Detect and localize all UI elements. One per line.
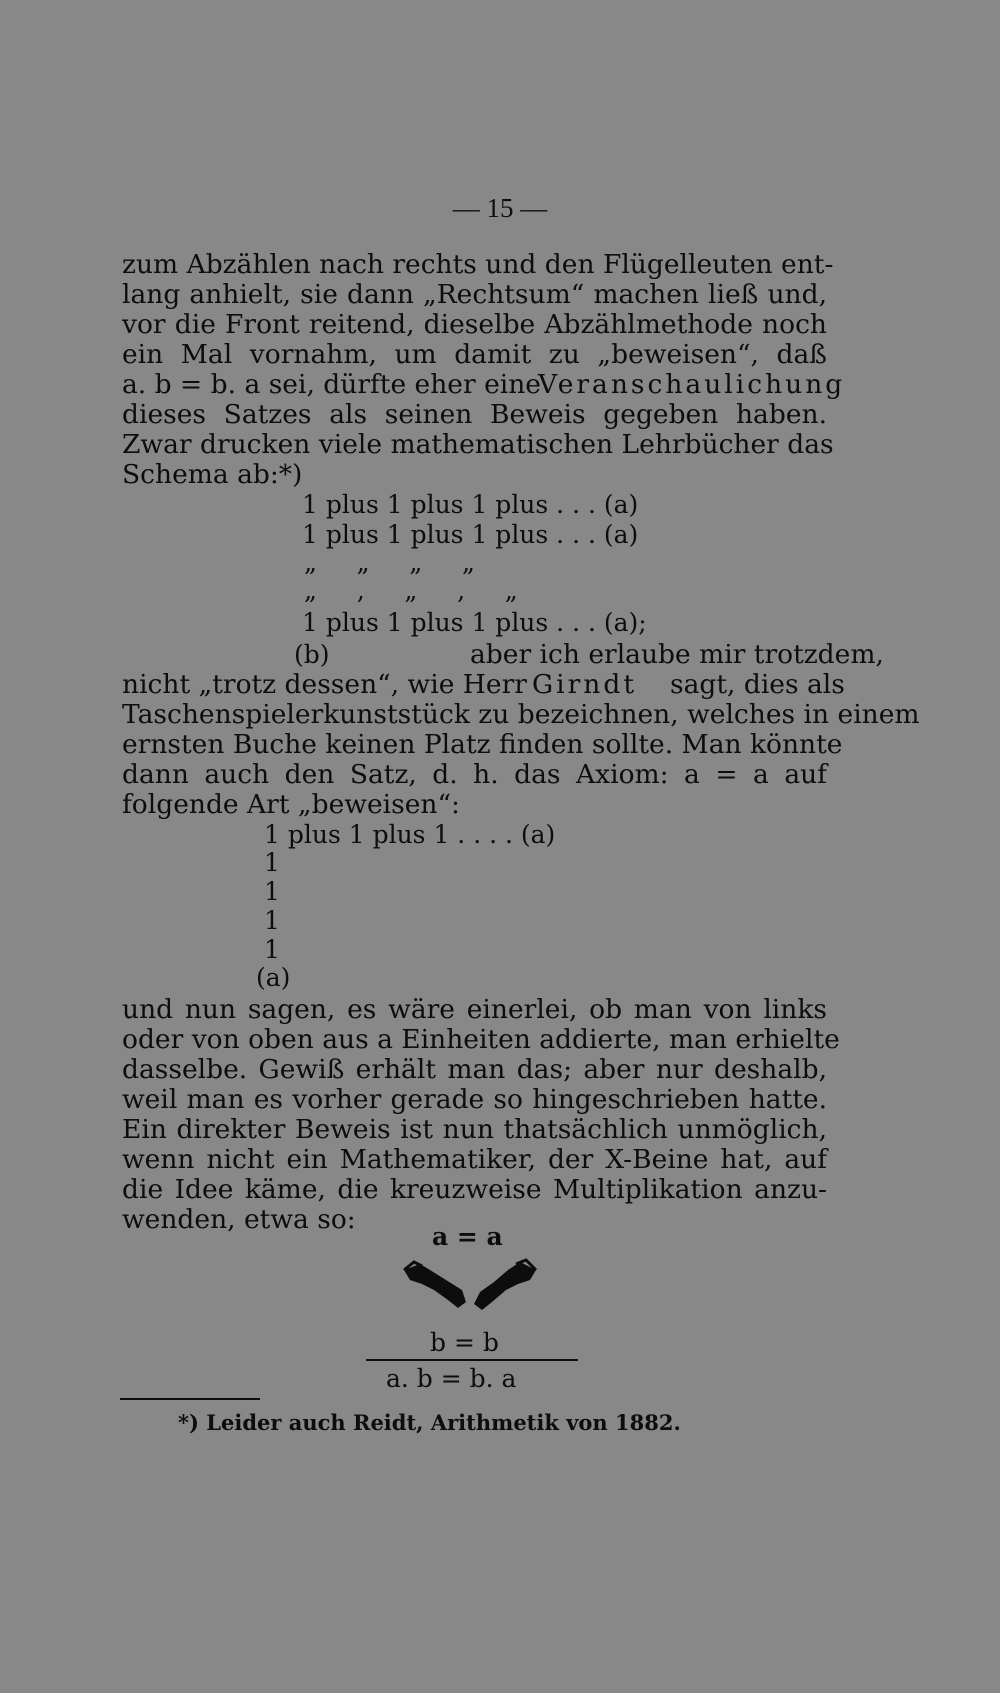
text-line: weil man es vorher gerade so hingeschrieben hatte. [122, 1084, 827, 1115]
schema-label: (b) [294, 640, 330, 669]
text-line: nicht „trotz dessen“, wie Herr [122, 669, 527, 700]
formula-top: a = a [432, 1222, 503, 1251]
text-line: aber ich erlaube mir trotzdem, [470, 639, 884, 670]
text-line: Zwar drucken viele mathematischen Lehrbücher das [122, 429, 834, 460]
text-line: dieses Satzes als seinen Beweis gegeben haben. [122, 399, 827, 430]
text-line: Ein direkter Beweis ist nun thatsächlich unmöglich, [122, 1114, 827, 1145]
spaced-name: Girndt [532, 669, 637, 700]
footnote: *) Leider auch Reidt, Arithmetik von 1882. [178, 1410, 681, 1435]
spaced-word: Veranschaulichung [538, 369, 846, 400]
text-line: ernsten Buche keinen Platz finden sollte. Man könnte [122, 729, 843, 760]
page-number: — 15 — [452, 193, 548, 223]
axiom-row: 1 [264, 935, 280, 964]
schema-row: 1 plus 1 plus 1 plus . . . (a) [302, 520, 639, 549]
formula-middle: b = b [430, 1328, 499, 1357]
text-line: vor die Front reitend, dieselbe Abzählmethode noch [122, 309, 827, 340]
text-line: dann auch den Satz, d. h. das Axiom: a = a auf [122, 759, 827, 790]
axiom-row: 1 [264, 877, 280, 906]
text-line: ein Mal vornahm, um damit zu „beweisen“, daß [122, 339, 827, 370]
schema-ditto-row: „ ‚ „ ‚ „ [304, 576, 518, 605]
crossed-hands-icon [400, 1256, 540, 1314]
text-line: Taschenspielerkunststück zu bezeichnen, welches in einem [122, 699, 920, 730]
text-line: die Idee käme, die kreuzweise Multiplikation anzu- [122, 1174, 827, 1205]
text-line: dasselbe. Gewiß erhält man das; aber nur deshalb, [122, 1054, 827, 1085]
formula-result: a. b = b. a [386, 1364, 517, 1393]
footnote-rule [120, 1398, 260, 1400]
text-line: lang anhielt, sie dann „Rechtsum“ machen ließ und, [122, 279, 827, 310]
axiom-label: (a) [256, 963, 291, 992]
text-line: wenden, etwa so: [122, 1204, 356, 1235]
text-line: und nun sagen, es wäre einerlei, ob man von links [122, 994, 827, 1025]
text-line: zum Abzählen nach rechts und den Flügelleuten ent- [122, 249, 834, 280]
schema-row: 1 plus 1 plus 1 plus . . . (a); [302, 608, 647, 637]
schema-ditto-row: „ „ „ „ [304, 548, 476, 577]
text-line: sagt, dies als [670, 669, 845, 700]
text-line: Schema ab:*) [122, 459, 303, 490]
text-line: folgende Art „beweisen“: [122, 789, 460, 820]
fraction-rule [366, 1359, 578, 1361]
text-line: a. b = b. a sei, dürfte eher eine [122, 369, 541, 400]
text-line: wenn nicht ein Mathematiker, der X-Beine hat, auf [122, 1144, 827, 1175]
axiom-row: 1 [264, 906, 280, 935]
axiom-row: 1 [264, 848, 280, 877]
axiom-row: 1 plus 1 plus 1 . . . . (a) [264, 820, 556, 849]
text-line: oder von oben aus a Einheiten addierte, man erhielte [122, 1024, 840, 1055]
schema-row: 1 plus 1 plus 1 plus . . . (a) [302, 490, 639, 519]
